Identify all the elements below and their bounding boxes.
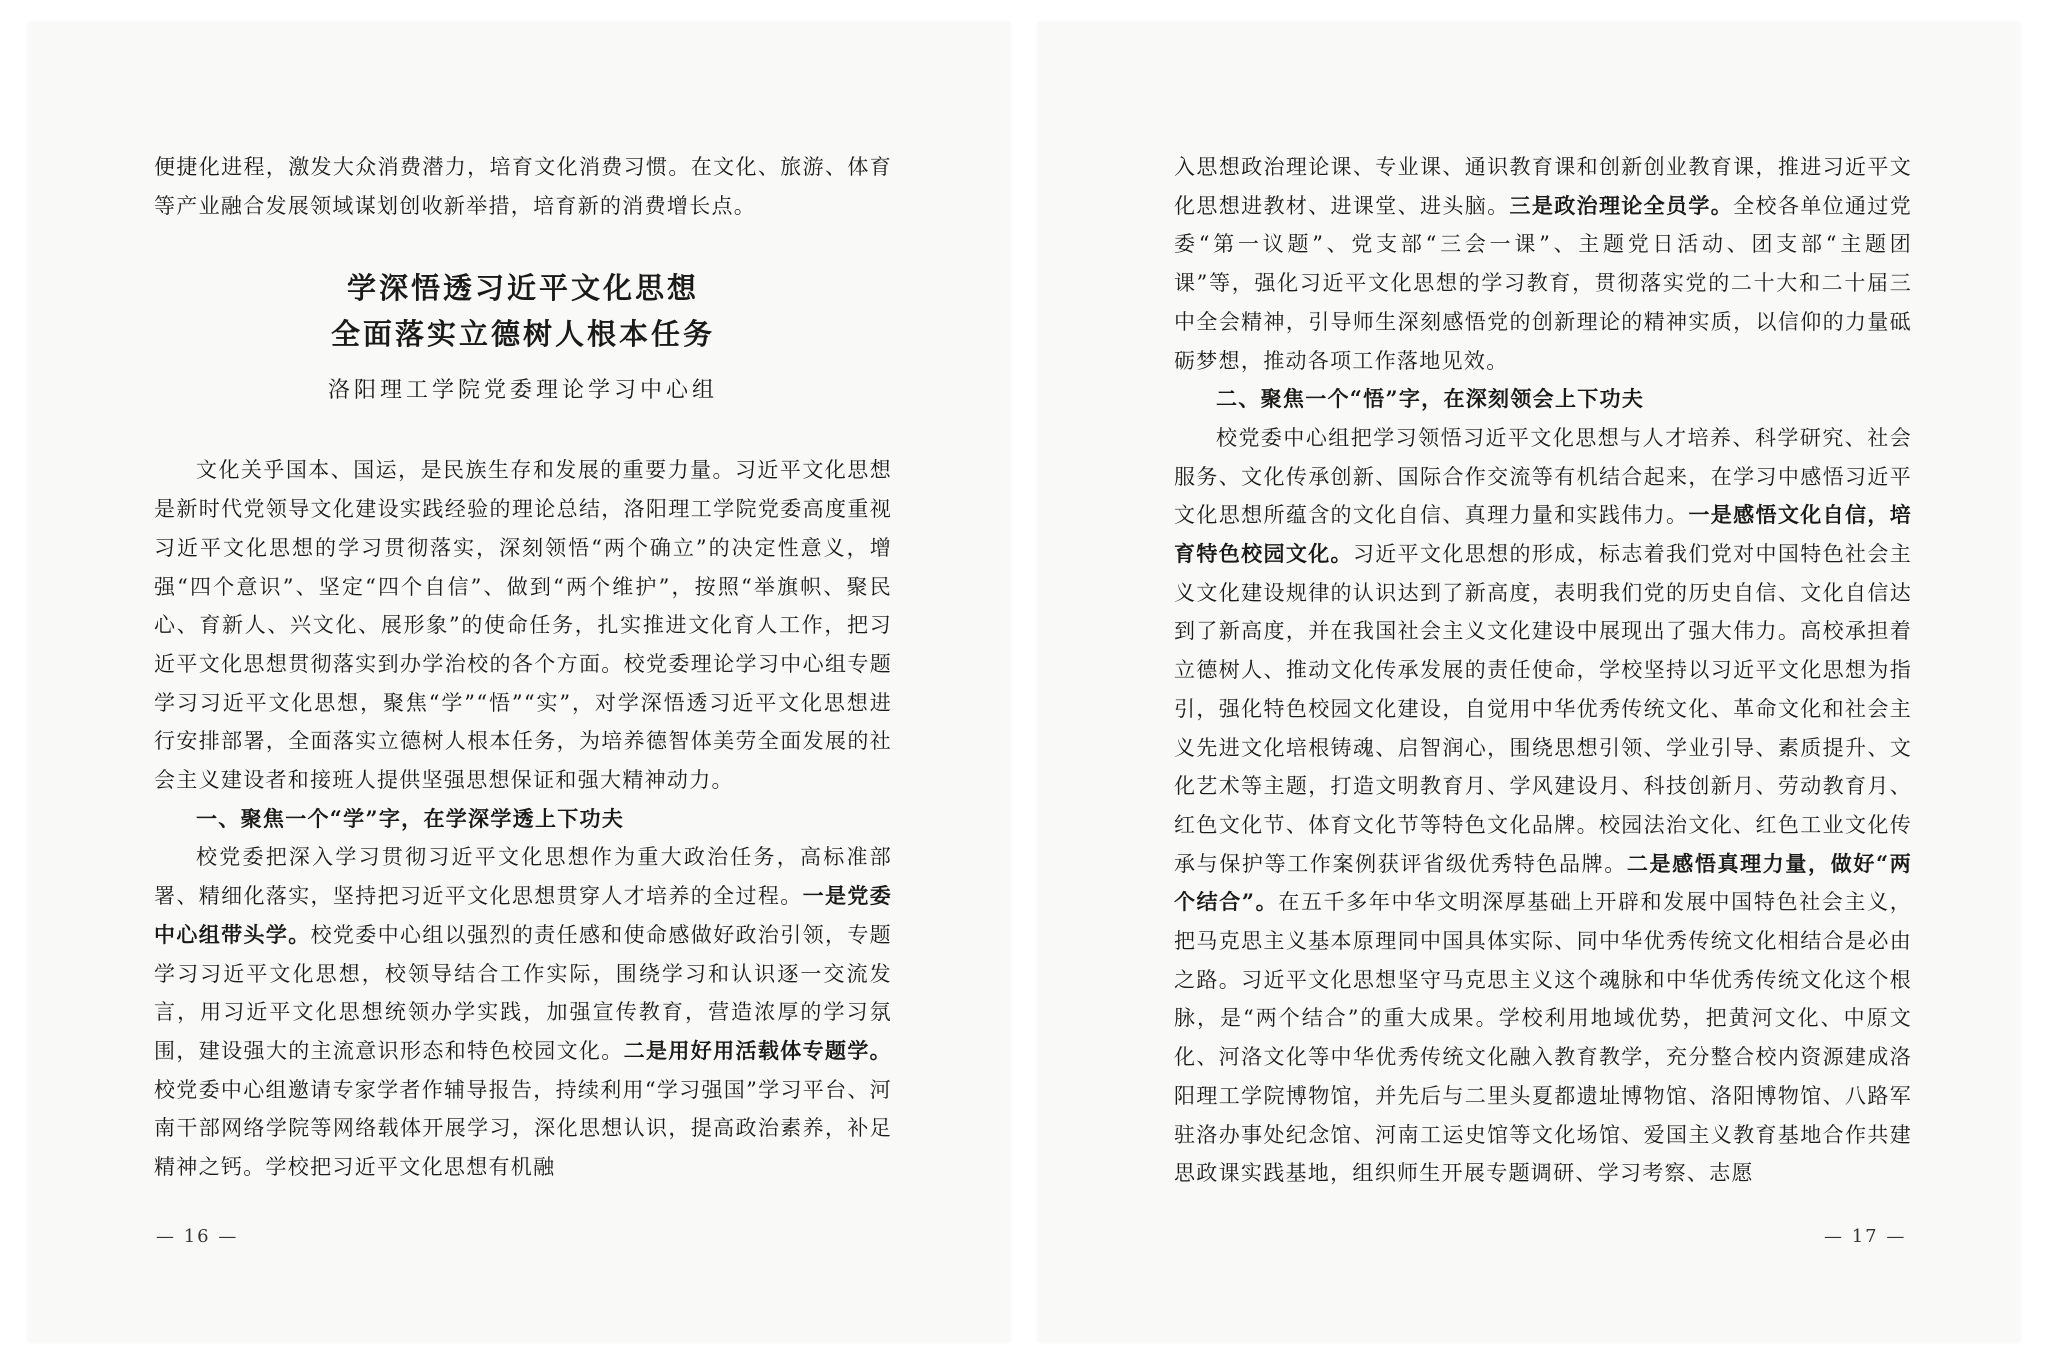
cont-text-a: 入思想政治理论课、专业课、通识教育课和创新创业教育课，推进习近平文化思想进教材、进课堂、进头脑。 [1174,155,1912,218]
section-1-bold-point-1: 一是党委中心组带头学。 [154,883,893,947]
page-number-left: — 16 — [156,1226,239,1247]
section-1-bold-point-3: 三是政治理论全员学。 [1509,192,1734,218]
cont-text-c: 全校各单位通过党委“第一议题”、党支部“三会一课”、主题党日活动、团支部“主题团课”等，强化习近平文化思想的学习教育，贯彻落实党的二十大和二十届三中全会精神，引导师生深刻感悟党的创新理论的精神实质，以信仰的力量砥砺梦想，推动各项工作落地见效。 [1174,193,1912,373]
left-page-body [154,148,892,1187]
article-title-line-1: 学深悟透习近平文化思想 [346,271,699,306]
section-1-text-a: 校党委把深入学习贯彻习近平文化思想作为重大政治任务，高标准部署、精细化落实，坚持把习近平文化思想贯穿人才培养的全过程。 [154,845,892,909]
right-page-body [1174,148,1912,1193]
continuation-paragraph: 便捷化进程，激发大众消费潜力，培育文化消费习惯。在文化、旅游、体育等产业融合发展领域谋划创收新举措，培育新的消费增长点。 [154,155,892,218]
section-2-text-e: 在五千多年中华文明深厚基础上开辟和发展中国特色社会主义，把马克思主义基本原理同中国具体实际、同中华优秀传统文化相结合是必由之路。习近平文化思想坚守马克思主义这个魂脉和中华优秀传统文化这个根脉，是“两个结合”的重大成果。学校利用地域优势，把黄河文化、中原文化、河洛文化等中华优秀传统文化融入教育教学，充分整合校内资源建成洛阳理工学院博物馆，并先后与二里头夏都遗址博物馆、洛阳博物馆、八路军驻洛办事处纪念馆、河南工运史馆等文化场馆、爱国主义教育基地合作共建思政课实践基地，组织师生开展专题调研、学习考察、志愿 [1174,890,1912,1186]
page-number-right: — 17 — [1824,1226,1907,1247]
section-1-text-c: 校党委中心组以强烈的责任感和使命感做好政治引领，专题学习习近平文化思想，校领导结合工作实际，围绕学习和认识逐一交流发言，用习近平文化思想统领办学实践，加强宣传教育，营造浓厚的学习氛围，建设强大的主流意识形态和特色校园文化。 [154,922,892,1063]
article-title-block [154,265,892,407]
section-1-bold-point-2: 二是用好用活载体专题学。 [623,1037,892,1063]
left-page [28,22,1010,1342]
article-title-line-2: 全面落实立德树人根本任务 [330,317,715,352]
right-page [1038,22,2020,1342]
section-2-bold-point-1: 一是感悟文化自信，培育特色校园文化。 [1174,502,1912,567]
section-1-text-e: 校党委中心组邀请专家学者作辅导报告，持续利用“学习强国”学习平台、河南干部网络学院等网络载体开展学习，深化思想认识，提高政治素养，补足精神之钙。学校把习近平文化思想有机融 [154,1077,892,1180]
section-2-paragraph [1174,419,1912,1193]
section-heading-1: 一、聚焦一个“学”字，在学深学透上下功夫 [196,805,625,831]
section-2-text-c: 习近平文化思想的形成，标志着我们党对中国特色社会主义文化建设规律的认识达到了新高度，表明我们党的历史自信、文化自信达到了新高度，并在我国社会主义文化建设中展现出了强大伟力。高校承担着立德树人、推动文化传承发展的责任使命，学校坚持以习近平文化思想为指引，强化特色校园文化建设，自觉用中华优秀传统文化、革命文化和社会主义先进文化培根铸魂、启智润心，围绕思想引领、学业引导、素质提升、文化艺术等主题，打造文明教育月、学风建设月、科技创新月、劳动教育月、红色文化节、体育文化节等特色文化品牌。校园法治文化、红色工业文化传承与保护等工作案例获评省级优秀特色品牌。 [1174,542,1913,876]
section-1-paragraph [154,838,892,1186]
section-heading-2: 二、聚焦一个“悟”字，在深刻领会上下功夫 [1216,386,1645,412]
continuation-paragraph-right [1174,148,1912,380]
article-author: 洛阳理工学院党委理论学习中心组 [327,378,718,404]
intro-paragraph: 文化关乎国本、国运，是民族生存和发展的重要力量。习近平文化思想是新时代党领导文化建设实践经验的理论总结，洛阳理工学院党委高度重视习近平文化思想的学习贯彻落实，深刻领悟“两个确立”的决定性意义，增强“四个意识”、坚定“四个自信”、做到“两个维护”，按照“举旗帜、聚民心、育新人、兴文化、展形象”的使命任务，扎实推进文化育人工作，把习近平文化思想贯彻落实到办学治校的各个方面。校党委理论学习中心组专题学习习近平文化思想，聚焦“学”“悟”“实”，对学深悟透习近平文化思想进行安排部署，全面落实立德树人根本任务，为培养德智体美劳全面发展的社会主义建设者和接班人提供坚强思想保证和强大精神动力。 [154,458,892,793]
section-2-text-a: 校党委中心组把学习领悟习近平文化思想与人才培养、科学研究、社会服务、文化传承创新、国际合作交流等有机结合起来，在学习中感悟习近平文化思想所蕴含的文化自信、真理力量和实践伟力。 [1174,425,1912,528]
section-2-bold-point-2: 二是感悟真理力量，做好“两个结合”。 [1174,850,1912,915]
